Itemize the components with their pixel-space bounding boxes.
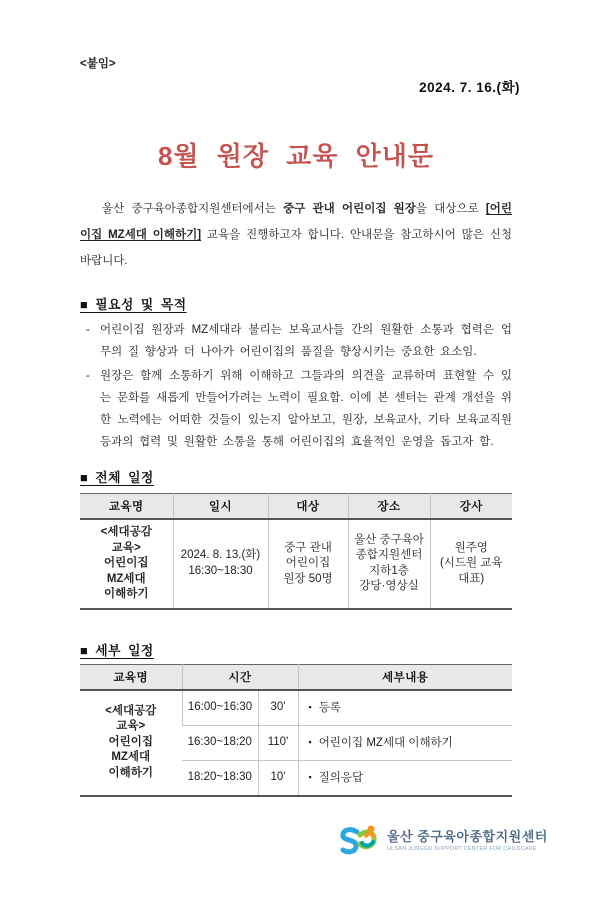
cell-content xyxy=(298,725,512,760)
column-header-course: 교육명 xyxy=(80,494,173,520)
square-bullet-icon: ▪ xyxy=(308,771,312,782)
org-name-korean: 울산 중구육아종합지원센터 xyxy=(387,829,548,844)
column-header-audience: 대상 xyxy=(268,494,348,520)
bullet-text: 어린이집 원장과 MZ세대라 불리는 보육교사들 간의 원활한 소통과 협력은 업무의 질 향상과 더 나아가 어린이집의 품질을 향상시키는 중요한 요소임. xyxy=(100,324,512,358)
bullet-text: 원장은 함께 소통하기 위해 이해하고 그들과의 의견을 교류하며 표현할 수 있는 문화를 새롭게 만들어가려는 노력이 필요함. 이에 본 센터는 관계 개선을 위한 노력에는 어떠한 것들이 있는지 알아보고, 원장, 보육교사, 기타 보육교직원 등과의 협력 및 원활한 소통을 통해 어린이집의 효율적인 운영을 돕고자 함. xyxy=(100,370,512,448)
column-header-datetime: 일시 xyxy=(173,494,268,520)
content-text: 어린이집 MZ세대 이해하기 xyxy=(318,736,453,749)
square-bullet-icon: ▪ xyxy=(308,736,312,747)
intro-part3: 교육을 진행하고자 합니다. 안내문을 참고하시어 많은 신청 바랍니다. xyxy=(80,229,512,267)
cell-duration: 30' xyxy=(258,690,298,726)
bullet-dash: - xyxy=(86,370,90,382)
footer-logo-block xyxy=(338,823,548,859)
column-header-course: 교육명 xyxy=(80,664,182,690)
table-row xyxy=(80,519,512,609)
column-header-place: 장소 xyxy=(348,494,430,520)
cell-course: <세대공감 교육> 어린이집 MZ세대 이해하기 xyxy=(100,526,152,600)
org-name-english: ULSAN JUNGGU SUPPORT CENTER FOR CHILDCARE xyxy=(387,846,537,852)
table-header-row xyxy=(80,494,512,520)
document-page xyxy=(0,55,600,904)
document-date: 2024. 7. 16.(화) xyxy=(419,80,520,95)
section-heading-necessity: ■ 필요성 및 목적 xyxy=(80,297,187,312)
intro-paragraph xyxy=(80,196,512,274)
cell-place: 울산 중구육아 종합지원센터 지하1층 강당·영상실 xyxy=(348,519,430,609)
section-heading-overall-schedule: ■ 전체 일정 xyxy=(80,470,154,485)
content-text: 등록 xyxy=(318,701,341,714)
column-header-lecturer: 강사 xyxy=(430,494,512,520)
intro-bold-target: 중구 관내 어린이집 원장 xyxy=(283,203,416,215)
table-header-row xyxy=(80,664,512,690)
bullet-dash: - xyxy=(86,324,90,336)
intro-part1: 울산 중구육아종합지원센터에서는 xyxy=(102,203,284,215)
overall-schedule-table xyxy=(80,493,512,610)
cell-duration: 110' xyxy=(258,725,298,760)
attachment-label: <붙임> xyxy=(80,58,116,70)
cell-audience: 중구 관내 어린이집 원장 50명 xyxy=(268,519,348,609)
cell-course: <세대공감 교육> 어린이집 MZ세대 이해하기 xyxy=(105,704,157,779)
cell-lecturer: 원주영 (시드원 교육 대표) xyxy=(430,519,512,609)
necessity-bullet-list xyxy=(80,319,512,453)
cell-time: 16:00~16:30 xyxy=(182,690,258,726)
detail-schedule-table xyxy=(80,664,512,797)
cell-time: 16:30~18:20 xyxy=(182,725,258,760)
column-header-detail: 세부내용 xyxy=(298,664,512,690)
cell-content xyxy=(298,760,512,796)
list-item xyxy=(80,319,512,363)
cell-duration: 10' xyxy=(258,760,298,796)
cell-content xyxy=(298,690,512,726)
column-header-time: 시간 xyxy=(182,664,298,690)
table-row xyxy=(80,690,512,726)
document-content xyxy=(80,55,520,797)
cell-datetime: 2024. 8. 13.(화) 16:30~18:30 xyxy=(173,519,268,609)
intro-course-name: [어린이집 MZ세대 이해하기] xyxy=(80,203,512,241)
intro-part2: 을 대상으로 xyxy=(415,203,486,215)
list-item xyxy=(80,365,512,453)
center-logo-icon xyxy=(338,823,380,859)
content-text: 질의응답 xyxy=(318,771,364,784)
section-heading-detail-schedule: ■ 세부 일정 xyxy=(80,642,154,658)
page-title: 8월 원장 교육 안내문 xyxy=(157,141,435,171)
square-bullet-icon: ▪ xyxy=(308,701,312,712)
cell-time: 18:20~18:30 xyxy=(182,760,258,796)
